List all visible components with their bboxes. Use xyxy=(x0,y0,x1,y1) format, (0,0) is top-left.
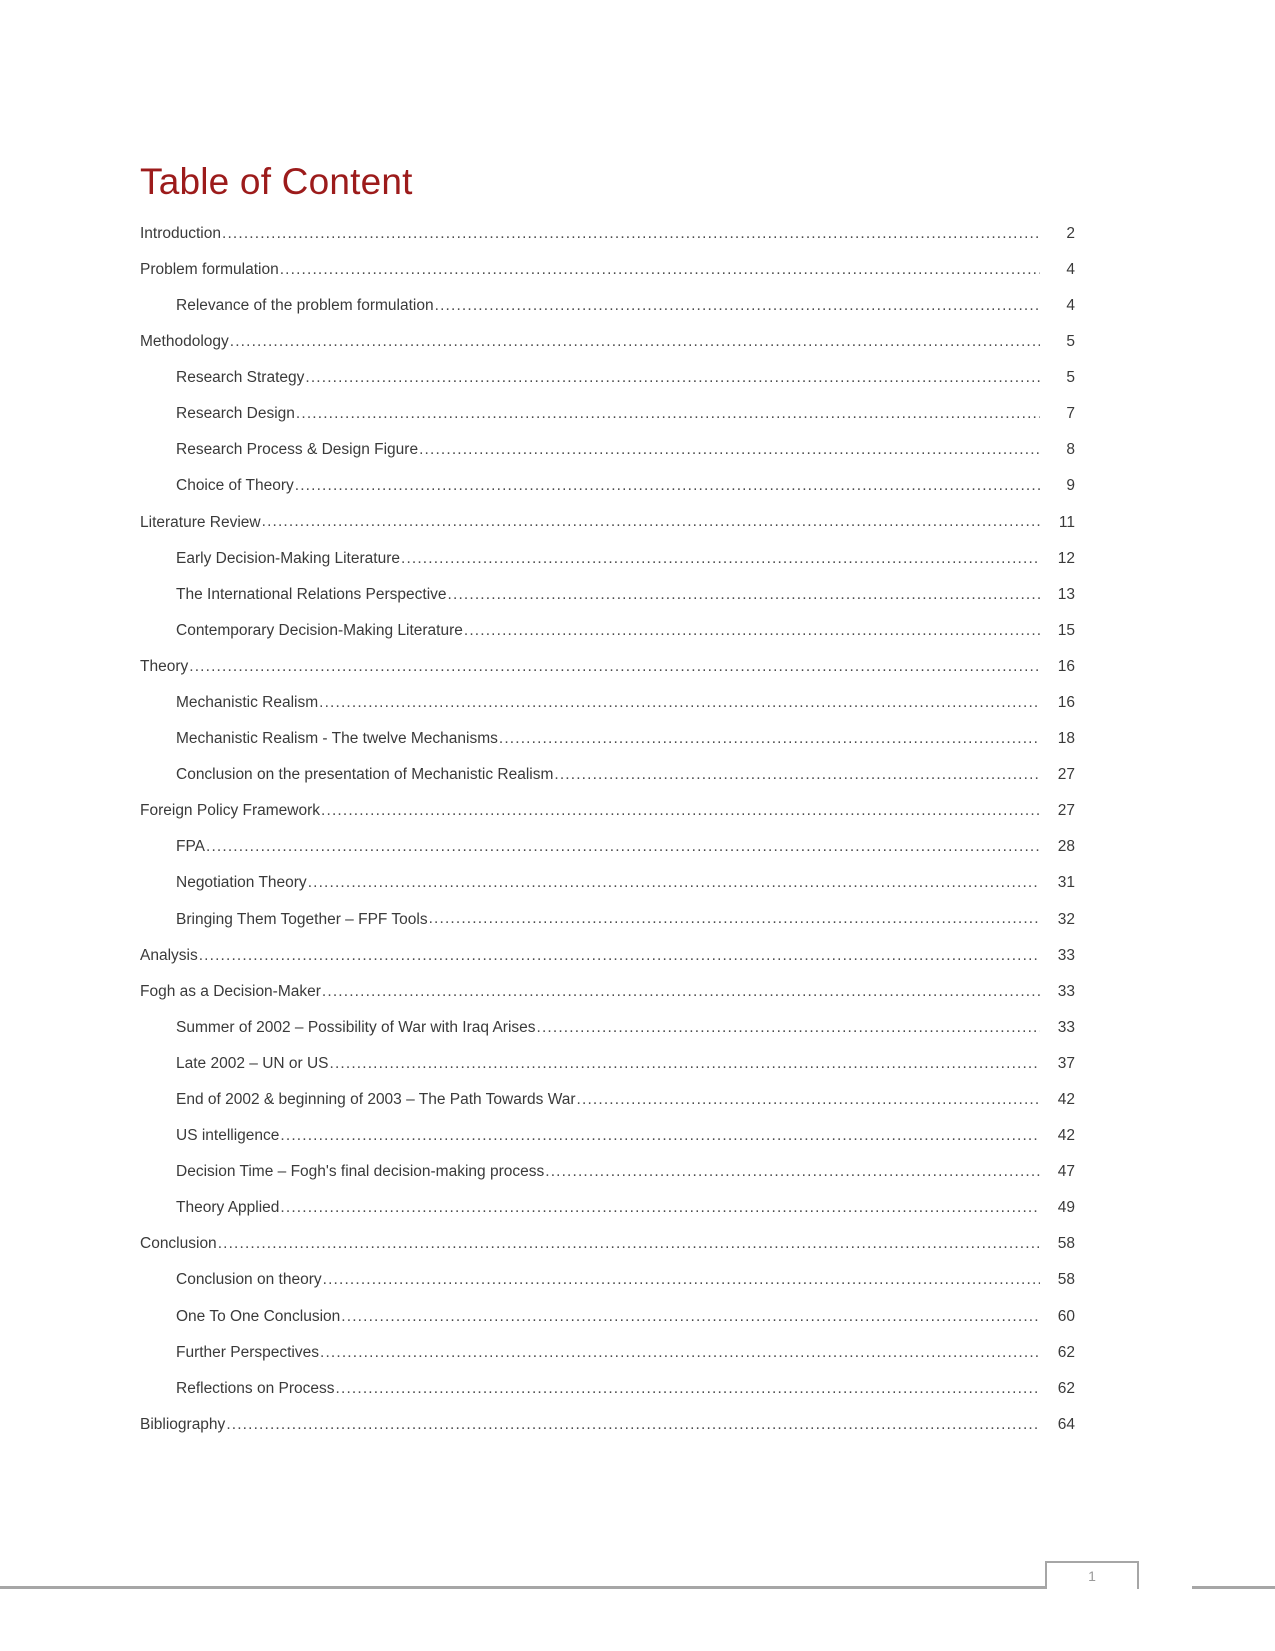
toc-entry-label: Summer of 2002 – Possibility of War with Iraq Arises xyxy=(176,1018,536,1036)
toc-entry-page-number: 11 xyxy=(1058,513,1075,531)
toc-entry-page-number: 64 xyxy=(1057,1415,1075,1433)
dot-leader xyxy=(295,481,1040,497)
toc-entry[interactable] xyxy=(140,1255,1075,1291)
dot-leader xyxy=(320,1347,1040,1363)
toc-entry-label: Relevance of the problem formulation xyxy=(176,296,434,314)
toc-entry[interactable] xyxy=(140,1110,1075,1146)
toc-entry-label: Contemporary Decision-Making Literature xyxy=(176,621,463,639)
toc-entry[interactable] xyxy=(140,352,1075,388)
toc-entry[interactable] xyxy=(140,497,1075,533)
toc-entry-label: Conclusion xyxy=(140,1235,217,1253)
toc-entry-label: Analysis xyxy=(140,946,198,964)
toc-entry[interactable] xyxy=(140,280,1075,316)
footer-page-box xyxy=(1045,1561,1139,1589)
dot-leader xyxy=(448,589,1040,605)
toc-entry-label: Fogh as a Decision-Maker xyxy=(140,982,321,1000)
dot-leader xyxy=(499,734,1040,750)
toc-entry[interactable] xyxy=(140,858,1075,894)
dot-leader xyxy=(537,1023,1040,1039)
toc-entry-page-number: 58 xyxy=(1057,1235,1075,1253)
toc-entry[interactable] xyxy=(140,1219,1075,1255)
toc-entry-page-number: 49 xyxy=(1057,1199,1075,1217)
dot-leader xyxy=(545,1167,1040,1183)
page-footer xyxy=(0,1543,1275,1589)
toc-entry[interactable] xyxy=(140,461,1075,497)
toc-entry-label: Research Strategy xyxy=(176,369,305,387)
toc-entry-label: Methodology xyxy=(140,333,229,351)
toc-entry-page-number: 4 xyxy=(1066,296,1075,314)
toc-entry-page-number: 32 xyxy=(1057,910,1075,928)
toc-entry-label: Mechanistic Realism xyxy=(176,693,319,711)
dot-leader xyxy=(401,553,1040,569)
footer-rule-left xyxy=(0,1586,1132,1589)
toc-entry-page-number: 5 xyxy=(1066,369,1075,387)
toc-entry-page-number: 33 xyxy=(1057,1018,1075,1036)
toc-entry[interactable] xyxy=(140,1146,1075,1182)
toc-entry-page-number: 16 xyxy=(1057,657,1075,675)
toc-entry[interactable] xyxy=(140,1399,1075,1435)
toc-entry-label: One To One Conclusion xyxy=(176,1307,341,1325)
dot-leader xyxy=(419,445,1040,461)
footer-rule-right xyxy=(1192,1586,1275,1589)
toc-entry-label: Negotiation Theory xyxy=(176,874,307,892)
toc-entry[interactable] xyxy=(140,316,1075,352)
toc-entry[interactable] xyxy=(140,569,1075,605)
toc-entry-page-number: 42 xyxy=(1057,1127,1075,1145)
toc-entry[interactable] xyxy=(140,1363,1075,1399)
toc-entry[interactable] xyxy=(140,533,1075,569)
toc-entry-page-number: 62 xyxy=(1057,1343,1075,1361)
toc-entry-label: Further Perspectives xyxy=(176,1343,319,1361)
toc-entry-page-number: 2 xyxy=(1066,224,1075,242)
toc-entry[interactable] xyxy=(140,713,1075,749)
toc-entry[interactable] xyxy=(140,1327,1075,1363)
dot-leader xyxy=(336,1384,1040,1400)
toc-entry[interactable] xyxy=(140,677,1075,713)
toc-entry-label: Conclusion on the presentation of Mechanistic Realism xyxy=(176,766,554,784)
toc-entry-page-number: 27 xyxy=(1057,802,1075,820)
toc-entry[interactable] xyxy=(140,894,1075,930)
dot-leader xyxy=(280,1203,1040,1219)
table-of-contents xyxy=(140,162,1075,1435)
toc-entry-label: Choice of Theory xyxy=(176,477,294,495)
dot-leader xyxy=(189,662,1040,678)
dot-leader xyxy=(341,1311,1040,1327)
toc-entry-page-number: 9 xyxy=(1066,477,1075,495)
dot-leader xyxy=(429,914,1040,930)
toc-entry-label: Early Decision-Making Literature xyxy=(176,549,400,567)
toc-entry-page-number: 7 xyxy=(1066,405,1075,423)
dot-leader xyxy=(322,987,1040,1003)
toc-entry-label: US intelligence xyxy=(176,1127,280,1145)
toc-entry-label: Late 2002 – UN or US xyxy=(176,1054,329,1072)
dot-leader xyxy=(206,842,1040,858)
toc-entry-list xyxy=(140,208,1075,1435)
toc-entry[interactable] xyxy=(140,388,1075,424)
toc-entry-label: Theory Applied xyxy=(176,1199,280,1217)
dot-leader xyxy=(296,409,1040,425)
toc-entry-label: Bringing Them Together – FPF Tools xyxy=(176,910,428,928)
toc-entry[interactable] xyxy=(140,966,1075,1002)
toc-entry-page-number: 62 xyxy=(1057,1379,1075,1397)
dot-leader xyxy=(308,878,1040,894)
dot-leader xyxy=(218,1239,1040,1255)
toc-entry-label: Reflections on Process xyxy=(176,1379,335,1397)
toc-entry-label: Research Design xyxy=(176,405,295,423)
toc-entry-label: Bibliography xyxy=(140,1415,226,1433)
toc-entry-label: FPA xyxy=(176,838,205,856)
dot-leader xyxy=(280,1131,1040,1147)
toc-entry-label: The International Relations Perspective xyxy=(176,585,447,603)
toc-entry-label: Mechanistic Realism - The twelve Mechanisms xyxy=(176,730,498,748)
dot-leader xyxy=(280,265,1040,281)
page-title: Table of Content xyxy=(140,161,413,202)
toc-entry-page-number: 60 xyxy=(1057,1307,1075,1325)
toc-entry-page-number: 8 xyxy=(1066,441,1075,459)
dot-leader xyxy=(319,698,1040,714)
toc-entry-page-number: 28 xyxy=(1057,838,1075,856)
dot-leader xyxy=(226,1420,1040,1436)
toc-entry-page-number: 18 xyxy=(1057,730,1075,748)
toc-entry[interactable] xyxy=(140,930,1075,966)
toc-entry[interactable] xyxy=(140,244,1075,280)
toc-entry[interactable] xyxy=(140,1291,1075,1327)
toc-entry[interactable] xyxy=(140,208,1075,244)
toc-entry-page-number: 12 xyxy=(1057,549,1075,567)
toc-entry-page-number: 15 xyxy=(1057,621,1075,639)
toc-entry[interactable] xyxy=(140,641,1075,677)
dot-leader xyxy=(222,229,1040,245)
dot-leader xyxy=(330,1059,1040,1075)
dot-leader xyxy=(321,806,1040,822)
toc-entry-page-number: 13 xyxy=(1057,585,1075,603)
toc-entry-label: Theory xyxy=(140,657,189,675)
toc-entry-label: End of 2002 & beginning of 2003 – The Path Towards War xyxy=(176,1091,576,1109)
toc-entry-label: Decision Time – Fogh's final decision-making process xyxy=(176,1163,545,1181)
toc-entry[interactable] xyxy=(140,749,1075,785)
toc-entry-page-number: 58 xyxy=(1057,1271,1075,1289)
toc-entry-label: Literature Review xyxy=(140,513,261,531)
toc-entry[interactable] xyxy=(140,605,1075,641)
toc-entry-page-number: 31 xyxy=(1057,874,1075,892)
toc-entry-page-number: 33 xyxy=(1057,946,1075,964)
dot-leader xyxy=(464,626,1040,642)
toc-entry[interactable] xyxy=(140,1002,1075,1038)
toc-entry-label: Problem formulation xyxy=(140,260,279,278)
toc-entry[interactable] xyxy=(140,1038,1075,1074)
toc-entry-label: Introduction xyxy=(140,224,221,242)
toc-entry[interactable] xyxy=(140,1074,1075,1110)
toc-entry-page-number: 42 xyxy=(1057,1091,1075,1109)
toc-entry[interactable] xyxy=(140,785,1075,821)
toc-entry-label: Conclusion on theory xyxy=(176,1271,322,1289)
dot-leader xyxy=(305,373,1040,389)
dot-leader xyxy=(199,950,1040,966)
dot-leader xyxy=(323,1275,1040,1291)
toc-entry-page-number: 47 xyxy=(1057,1163,1075,1181)
toc-entry[interactable] xyxy=(140,425,1075,461)
dot-leader xyxy=(262,517,1040,533)
toc-entry[interactable] xyxy=(140,822,1075,858)
toc-entry-label: Foreign Policy Framework xyxy=(140,802,321,820)
toc-entry-page-number: 27 xyxy=(1057,766,1075,784)
toc-entry-page-number: 4 xyxy=(1066,260,1075,278)
toc-entry-page-number: 37 xyxy=(1057,1054,1075,1072)
dot-leader xyxy=(435,301,1040,317)
dot-leader xyxy=(554,770,1040,786)
toc-entry-label: Research Process & Design Figure xyxy=(176,441,419,459)
toc-entry-page-number: 5 xyxy=(1066,333,1075,351)
dot-leader xyxy=(577,1095,1040,1111)
toc-entry-page-number: 16 xyxy=(1057,693,1075,711)
footer-page-number: 1 xyxy=(1088,1568,1096,1584)
toc-entry-page-number: 33 xyxy=(1057,982,1075,1000)
dot-leader xyxy=(230,337,1040,353)
toc-entry[interactable] xyxy=(140,1182,1075,1218)
